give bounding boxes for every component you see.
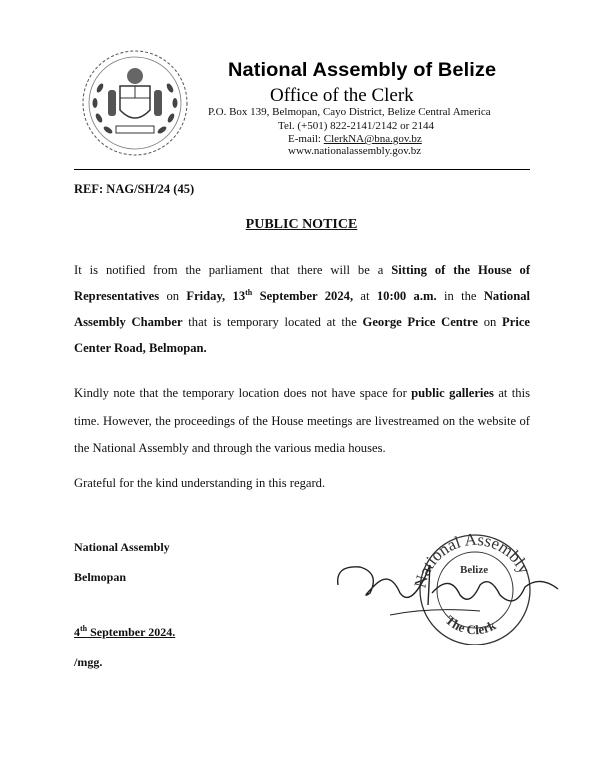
email-label: E-mail:: [288, 133, 324, 145]
email-line: [288, 133, 422, 145]
stamp-middle-text: Belize: [460, 564, 489, 576]
notice-date: 4th September 2024.: [74, 624, 176, 639]
organization-name: National Assembly of Belize: [228, 60, 497, 81]
reference-number: REF: NAG/SH/24 (45): [74, 182, 195, 196]
clerk-stamp: [330, 515, 560, 645]
signatory-line-2: Belmopan: [74, 570, 127, 584]
paragraph-closing: Grateful for the kind understanding in this regard.: [74, 476, 326, 490]
letterhead-divider: [74, 169, 530, 170]
office-name: Office of the Clerk: [270, 85, 414, 106]
phone-numbers: Tel. (+501) 822-2141/2142 or 2144: [278, 120, 435, 132]
signatory-line-1: National Assembly: [74, 540, 170, 554]
postal-address: P.O. Box 139, Belmopan, Cayo District, Belize Central America: [208, 106, 491, 118]
typist-initials: /mgg.: [74, 655, 103, 669]
notice-title: PUBLIC NOTICE: [245, 217, 358, 232]
email-link[interactable]: ClerkNA@bna.gov.bz: [323, 133, 422, 145]
paragraph-gallery-note: Kindly note that the temporary location does not have space for public galleries at this time. However, the proceedings of the House meetings are livestreamed on the website of the National Assembly and through the various media houses.: [74, 386, 530, 455]
coat-of-arms-seal: [80, 48, 190, 158]
website-link[interactable]: www.nationalassembly.gov.bz: [288, 145, 422, 157]
paragraph-sitting-notice: It is notified from the parliament that there will be a Sitting of the House of Representatives on Friday, 13th September 2024, at 10:00 a.m. in the National Assembly Chamber that is temporary located at the George Price Centre on Price Center Road, Belmopan.: [74, 263, 531, 355]
stamp-bottom-text: The Clerk: [442, 612, 499, 638]
stamp-top-text: National Assembly: [410, 529, 535, 590]
